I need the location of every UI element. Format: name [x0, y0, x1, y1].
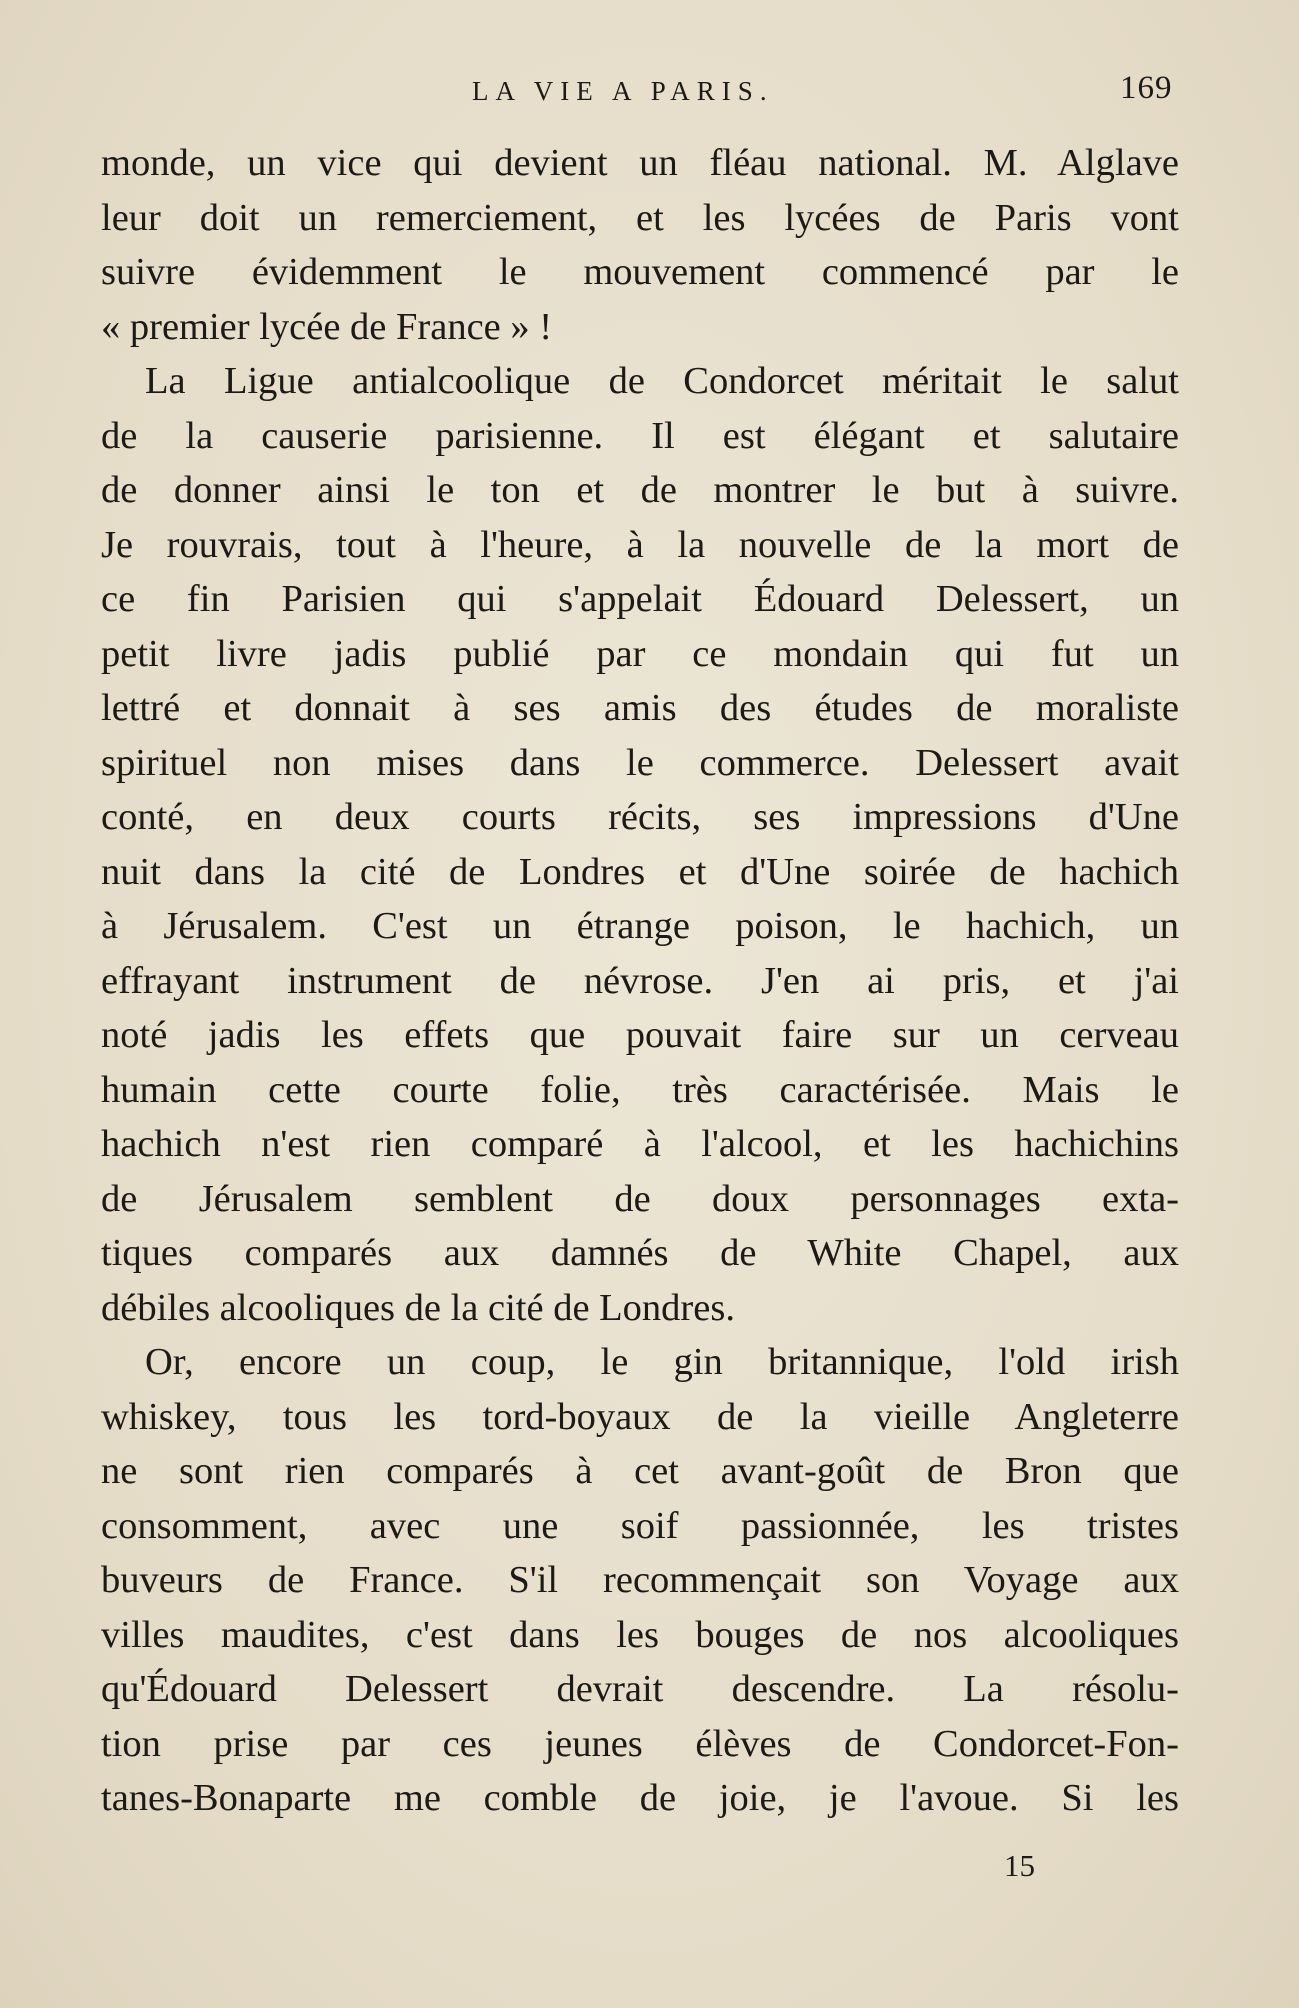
- body-text: [101, 136, 1179, 1826]
- text-line: de Jérusalem semblent de doux personnages exta-: [101, 1177, 1179, 1220]
- text-line: spirituel non mises dans le commerce. Delessert avait: [101, 741, 1179, 784]
- text-line: monde, un vice qui devient un fléau national. M. Alglave: [101, 142, 1179, 184]
- text-line: hachich n'est rien comparé à l'alcool, et les hachichins: [101, 1123, 1179, 1165]
- text-line: effrayant instrument de névrose. J'en ai pris, et j'ai: [101, 959, 1179, 1002]
- running-head: [0, 70, 1299, 120]
- text-line: buveurs de France. S'il recommençait son Voyage aux: [101, 1559, 1179, 1601]
- text-line: de la causerie parisienne. Il est élégant et salutaire: [101, 414, 1179, 457]
- text-line: La Ligue antialcoolique de Condorcet méritait le salut: [145, 360, 1179, 402]
- text-line: « premier lycée de France » !: [101, 305, 553, 348]
- page-number: 169: [1120, 70, 1173, 106]
- text-line: ne sont rien comparés à cet avant-goût de Bron que: [101, 1450, 1179, 1492]
- text-line: tiques comparés aux damnés de White Chapel, aux: [101, 1232, 1179, 1274]
- text-line: tanes-Bonaparte me comble de joie, je l'avoue. Si les: [101, 1777, 1179, 1819]
- text-line: à Jérusalem. C'est un étrange poison, le hachich, un: [101, 905, 1179, 947]
- text-line: lettré et donnait à ses amis des études de moraliste: [101, 687, 1179, 729]
- text-line: tion prise par ces jeunes élèves de Condorcet-Fon-: [101, 1722, 1179, 1765]
- text-line: villes maudites, c'est dans les bouges de nos alcooliques: [101, 1613, 1179, 1656]
- text-line: nuit dans la cité de Londres et d'Une soirée de hachich: [101, 850, 1179, 893]
- text-line: ce fin Parisien qui s'appelait Édouard Delessert, un: [101, 578, 1179, 620]
- text-line: Je rouvrais, tout à l'heure, à la nouvelle de la mort de: [101, 523, 1179, 566]
- text-line: conté, en deux courts récits, ses impressions d'Une: [101, 796, 1179, 838]
- text-line: noté jadis les effets que pouvait faire sur un cerveau: [101, 1014, 1179, 1056]
- text-line: petit livre jadis publié par ce mondain qui fut un: [101, 632, 1179, 675]
- text-line: whiskey, tous les tord-boyaux de la vieille Angleterre: [101, 1395, 1179, 1438]
- text-line: de donner ainsi le ton et de montrer le but à suivre.: [101, 469, 1179, 511]
- text-line: qu'Édouard Delessert devrait descendre. La résolu-: [101, 1668, 1179, 1710]
- running-title: LA VIE A PARIS.: [472, 76, 774, 106]
- text-line: suivre évidemment le mouvement commencé par le: [101, 251, 1179, 293]
- text-line: leur doit un remerciement, et les lycées de Paris vont: [101, 196, 1179, 239]
- text-line: Or, encore un coup, le gin britannique, l'old irish: [145, 1341, 1179, 1383]
- text-line: débiles alcooliques de la cité de Londres.: [101, 1286, 735, 1329]
- signature-mark: 15: [1004, 1848, 1035, 1883]
- text-line: humain cette courte folie, très caractérisée. Mais le: [101, 1068, 1179, 1111]
- text-line: consomment, avec une soif passionnée, les tristes: [101, 1504, 1179, 1547]
